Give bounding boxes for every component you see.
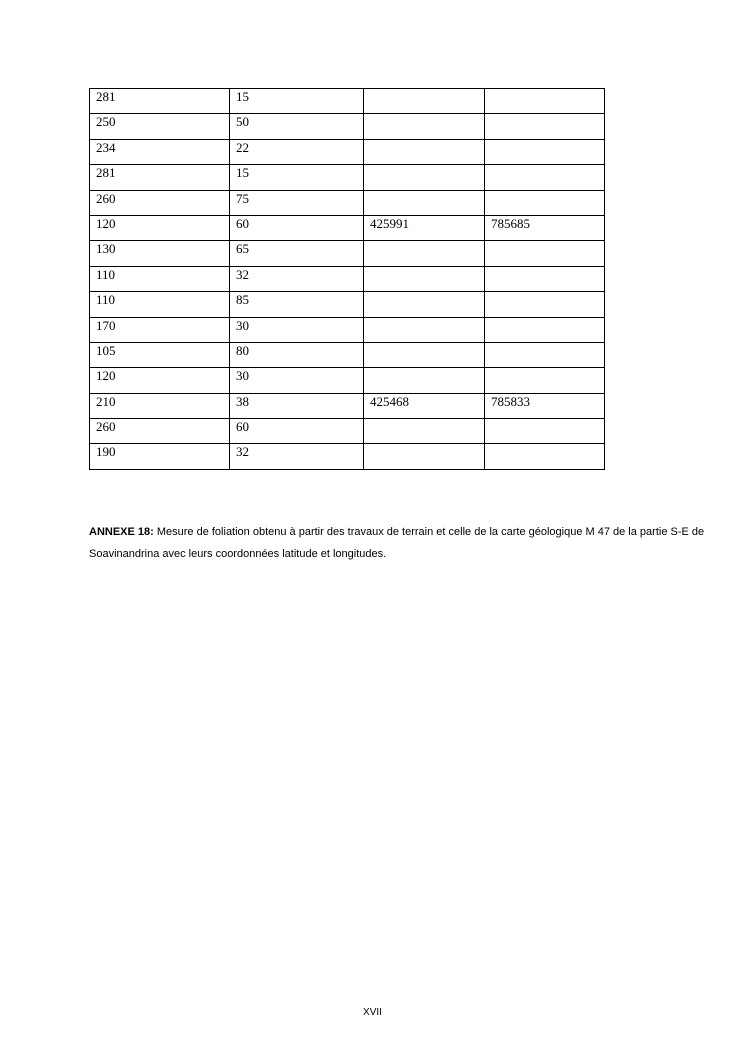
caption-label: ANNEXE 18: (89, 526, 154, 538)
table-cell (485, 368, 605, 393)
table-row (90, 368, 605, 393)
table-cell (485, 266, 605, 291)
table-cell: 281 (90, 89, 230, 114)
page-number: XVII (363, 1007, 382, 1018)
table-cell: 250 (90, 114, 230, 139)
table-cell: 130 (90, 241, 230, 266)
table-cell: 30 (230, 317, 364, 342)
table-cell (485, 89, 605, 114)
table-row (90, 139, 605, 164)
table-cell (364, 419, 485, 444)
table-cell: 425468 (364, 393, 485, 418)
table-row (90, 165, 605, 190)
table-cell (485, 139, 605, 164)
table-cell: 120 (90, 215, 230, 240)
table-row (90, 266, 605, 291)
table-cell (485, 444, 605, 469)
table-row (90, 444, 605, 469)
table-cell (364, 114, 485, 139)
table-row (90, 114, 605, 139)
table-cell (364, 241, 485, 266)
table-cell: 65 (230, 241, 364, 266)
table-cell: 260 (90, 190, 230, 215)
table-cell: 22 (230, 139, 364, 164)
table-cell: 15 (230, 89, 364, 114)
table-row (90, 317, 605, 342)
table-cell: 60 (230, 419, 364, 444)
table-cell: 105 (90, 342, 230, 367)
table-cell: 80 (230, 342, 364, 367)
foliation-table (89, 88, 605, 470)
table-row (90, 190, 605, 215)
table-cell: 75 (230, 190, 364, 215)
table-cell (364, 89, 485, 114)
table-cell (485, 317, 605, 342)
table-cell (364, 266, 485, 291)
table-cell: 281 (90, 165, 230, 190)
table-cell: 234 (90, 139, 230, 164)
table-cell (485, 292, 605, 317)
table-cell: 210 (90, 393, 230, 418)
table-cell: 60 (230, 215, 364, 240)
table-row (90, 215, 605, 240)
table-cell: 32 (230, 266, 364, 291)
table-cell: 32 (230, 444, 364, 469)
table-row (90, 393, 605, 418)
table-cell: 120 (90, 368, 230, 393)
table-row (90, 241, 605, 266)
table-row (90, 419, 605, 444)
table-cell: 170 (90, 317, 230, 342)
table-cell (364, 317, 485, 342)
table-cell: 425991 (364, 215, 485, 240)
table-cell: 785685 (485, 215, 605, 240)
table-cell (485, 342, 605, 367)
table-cell (485, 241, 605, 266)
caption-text: Mesure de foliation obtenu à partir des travaux de terrain et celle de la carte géologique M 47 de la partie S-E de Soavinandrina avec leurs coordonnées latitude et longitudes. (89, 526, 705, 560)
table-cell: 50 (230, 114, 364, 139)
table-cell (364, 292, 485, 317)
table-cell: 110 (90, 292, 230, 317)
table-cell: 110 (90, 266, 230, 291)
table-cell: 785833 (485, 393, 605, 418)
table-cell: 260 (90, 419, 230, 444)
table-cell (364, 165, 485, 190)
table-row (90, 89, 605, 114)
table-cell: 30 (230, 368, 364, 393)
annex-caption (89, 521, 709, 565)
table-cell: 15 (230, 165, 364, 190)
table-cell (485, 165, 605, 190)
table-cell (485, 190, 605, 215)
table-cell (364, 444, 485, 469)
table-cell (364, 190, 485, 215)
table-cell (485, 419, 605, 444)
table-cell: 85 (230, 292, 364, 317)
table-row (90, 342, 605, 367)
table-cell (364, 368, 485, 393)
table-cell (364, 342, 485, 367)
table-cell: 190 (90, 444, 230, 469)
table-body (90, 89, 605, 470)
table-row (90, 292, 605, 317)
table-cell (364, 139, 485, 164)
table-cell (485, 114, 605, 139)
table-cell: 38 (230, 393, 364, 418)
